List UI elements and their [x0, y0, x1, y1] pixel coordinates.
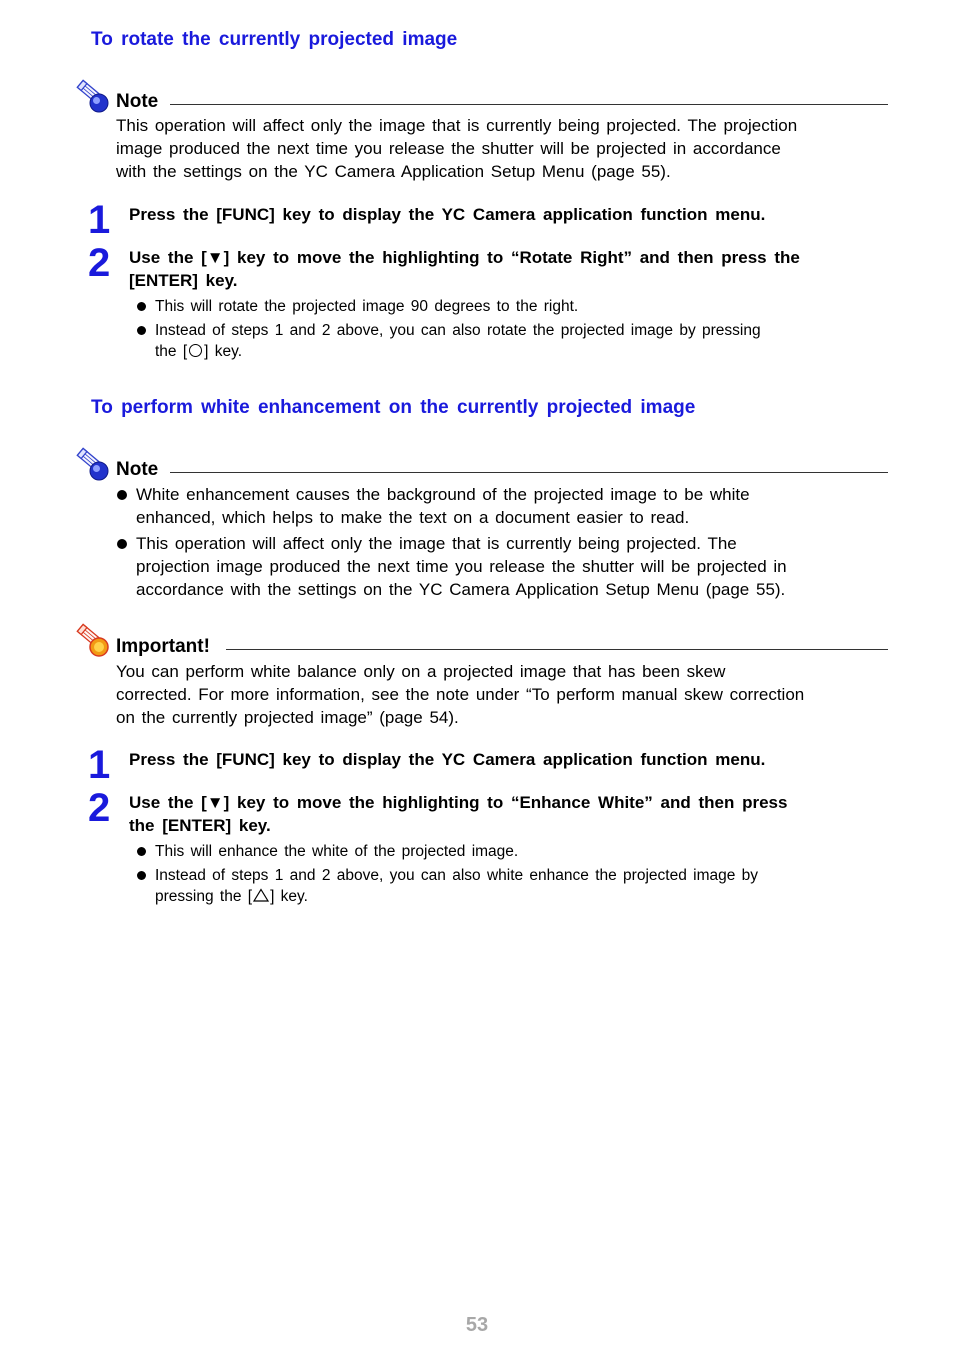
note-title: Note [116, 459, 159, 480]
pencil-note-icon [72, 76, 112, 116]
bullet-line: This will rotate the projected image 90 degrees to the right. [155, 298, 579, 315]
note-header [72, 76, 890, 116]
bullet-dot [137, 302, 146, 311]
bullet-line: This will enhance the white of the projected image. [155, 843, 519, 860]
section-heading-white-enhancement: To perform white enhancement on the currently projected image [91, 397, 696, 418]
step-line: Use the [▼] key to move the highlighting to “Enhance White” and then press [129, 793, 788, 812]
bullet-dot [137, 847, 146, 856]
step-number: 1 [88, 198, 111, 242]
step-text [129, 748, 765, 771]
important-title: Important! [116, 636, 210, 657]
step-bullet [137, 320, 761, 362]
bullet-text: ] key. [270, 888, 308, 905]
step-text [129, 246, 800, 292]
step-line: Press the [FUNC] key to display the YC Camera application function menu. [129, 205, 766, 224]
step-text [129, 791, 787, 837]
note-line: image produced the next time you release the shutter will be projected in accordance [116, 139, 781, 158]
bullet-line [137, 886, 758, 907]
bullet-line: projection image produced the next time you release the shutter will be projected in [136, 557, 787, 576]
bullet-text: pressing the [ [155, 888, 253, 905]
important-line: You can perform white balance only on a projected image that has been skew [116, 662, 726, 681]
bullet-line: Instead of steps 1 and 2 above, you can also rotate the projected image by pressing [155, 322, 761, 339]
bullet-line: Instead of steps 1 and 2 above, you can also white enhance the projected image by [155, 867, 759, 884]
section-heading-rotate: To rotate the currently projected image [91, 29, 458, 50]
bullet-dot [117, 539, 127, 549]
note-body [116, 114, 858, 183]
bullet-dot [137, 871, 146, 880]
bullet-line: White enhancement causes the background of the projected image to be white [136, 485, 750, 504]
bullet-line: enhanced, which helps to make the text on a document easier to read. [136, 508, 690, 527]
note-bullet [117, 483, 750, 529]
step-line: Use the [▼] key to move the highlighting to “Rotate Right” and then press the [129, 248, 800, 267]
note-header [72, 444, 890, 484]
step-bullet [137, 296, 578, 317]
bullet-text: ] key. [204, 343, 243, 360]
bullet-dot [137, 326, 146, 335]
pencil-important-icon [72, 620, 112, 660]
triangle-key-icon [253, 888, 269, 902]
note-line: with the settings on the YC Camera Application Setup Menu (page 55). [116, 162, 671, 181]
note-line: This operation will affect only the image that is currently being projected. The projection [116, 116, 798, 135]
bullet-line: accordance with the settings on the YC Camera Application Setup Menu (page 55). [136, 580, 786, 599]
important-body [116, 660, 858, 729]
step-bullet [137, 865, 758, 907]
step-bullet [137, 841, 518, 862]
step-number: 2 [88, 241, 111, 285]
bullet-line: This operation will affect only the image that is currently being projected. The [136, 534, 737, 553]
page-number: 53 [465, 1314, 489, 1336]
pencil-note-icon [72, 444, 112, 484]
important-header [72, 620, 890, 660]
circle-key-icon [189, 344, 202, 357]
important-line: corrected. For more information, see the note under “To perform manual skew correction [116, 685, 805, 704]
note-rule [170, 472, 888, 473]
note-title: Note [116, 91, 159, 112]
bullet-dot [117, 490, 127, 500]
step-line: Press the [FUNC] key to display the YC Camera application function menu. [129, 750, 766, 769]
bullet-line [137, 341, 761, 362]
step-text [129, 203, 765, 226]
important-rule [226, 649, 888, 650]
note-bullet [117, 532, 787, 601]
step-number: 2 [88, 786, 111, 830]
step-number: 1 [88, 743, 111, 787]
note-rule [170, 104, 888, 105]
step-line: the [ENTER] key. [129, 816, 271, 835]
important-line: on the currently projected image” (page 54). [116, 708, 459, 727]
step-line: [ENTER] key. [129, 271, 238, 290]
bullet-text: the [ [155, 343, 188, 360]
